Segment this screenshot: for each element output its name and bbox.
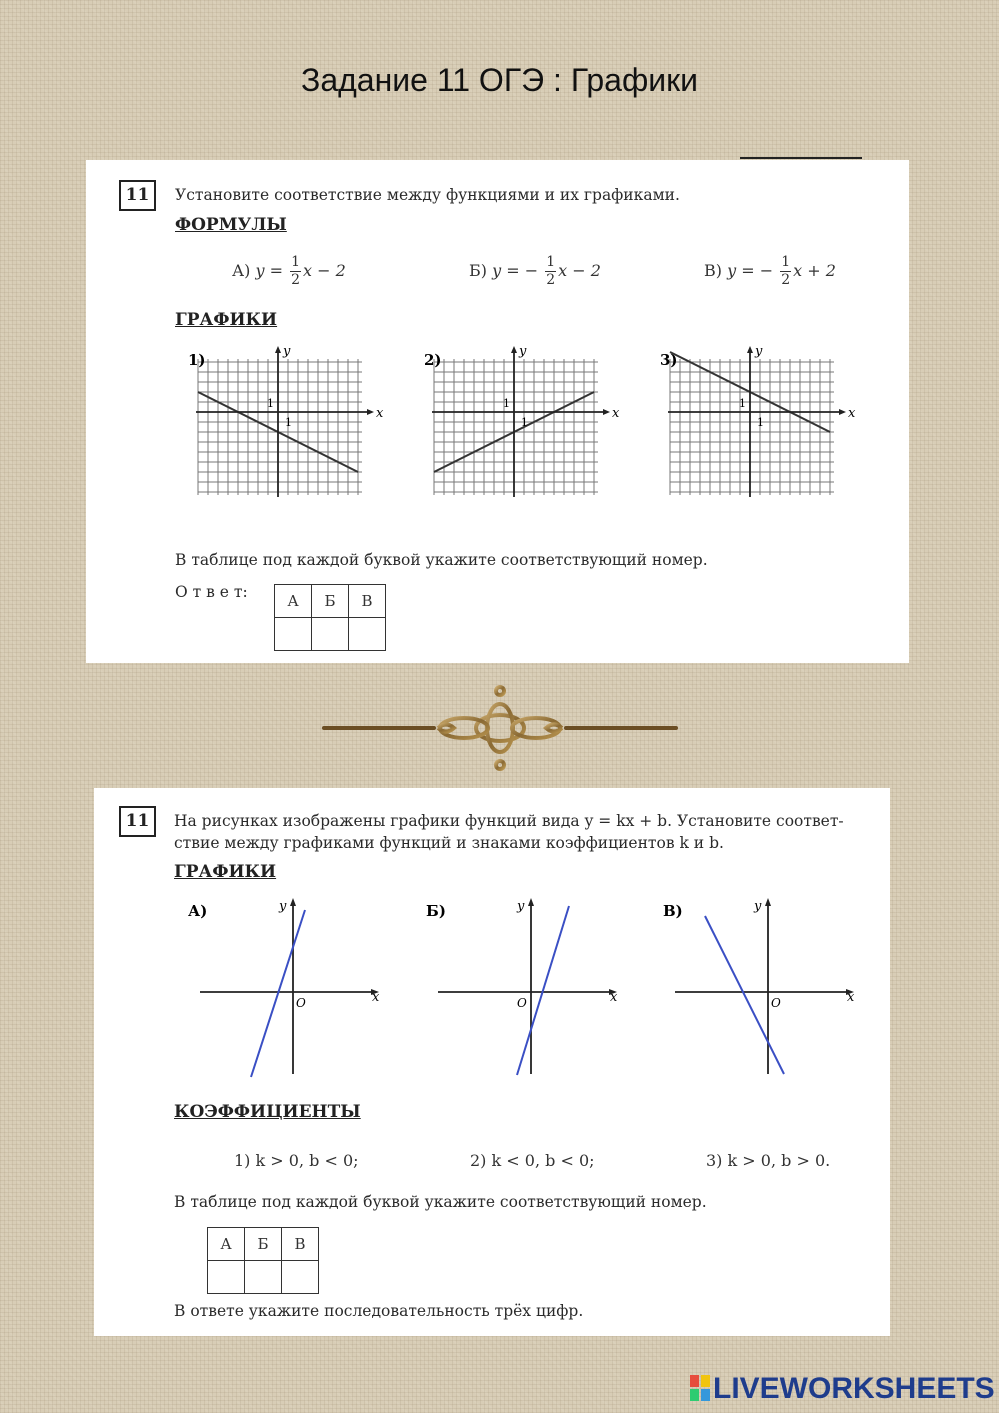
task-2-panel [94, 788, 890, 1336]
liveworksheets-logo [690, 1372, 995, 1406]
origin-label: O [517, 996, 527, 1010]
y-axis-label: y [519, 345, 527, 359]
coefficient-1: 1) k > 0, b < 0; [234, 1151, 359, 1170]
formulas-heading: ФОРМУЛЫ [175, 215, 287, 235]
formula-c: В) y = − $\frac{1}{2}$ x + 2 [704, 254, 836, 288]
x-arrow [603, 409, 610, 415]
coefficient-3: 3) k > 0, b > 0. [706, 1151, 831, 1170]
x-axis-label: x [376, 406, 384, 421]
table-instruction: В таблице под каждой буквой укажите соответствующий номер. [174, 1193, 707, 1211]
x-axis-label: x [847, 990, 855, 1005]
answer-cell-a[interactable] [275, 618, 312, 651]
graph-label: В) [663, 902, 683, 920]
function-line [705, 916, 784, 1074]
line-graph-c [661, 896, 861, 1081]
y-axis-label: y [279, 899, 287, 914]
function-line [251, 910, 305, 1077]
grid-graph-3 [658, 345, 868, 525]
unit-label-y: 1 [739, 397, 746, 410]
unit-label-x: 1 [757, 416, 764, 429]
answer-cell-b[interactable] [245, 1261, 282, 1294]
answer-header-b: Б [312, 585, 349, 618]
line-graph-b [424, 896, 624, 1081]
page-title: Задание 11 ОГЭ : Графики [300, 62, 699, 98]
table-instruction: В таблице под каждой буквой укажите соответствующий номер. [175, 551, 708, 569]
grid-graph-1 [186, 345, 396, 525]
y-axis-label: y [754, 899, 762, 914]
task-instruction-line-1: На рисунках изображены графики функций вида y = kx + b. Установите соответ- [174, 812, 844, 830]
coefficient-2: 2) k < 0, b < 0; [470, 1151, 595, 1170]
grid-graph-2 [422, 345, 632, 525]
graph-label: 2) [424, 351, 442, 369]
x-axis-label: x [610, 990, 618, 1005]
graph-label: 1) [188, 351, 206, 369]
y-axis-label: y [755, 345, 763, 359]
x-arrow [839, 409, 846, 415]
y-arrow [765, 898, 771, 906]
x-axis-label: x [372, 990, 380, 1005]
x-axis-label: x [848, 406, 856, 421]
unit-label-y: 1 [267, 397, 274, 410]
origin-label: O [296, 996, 306, 1010]
graph-label: А) [188, 902, 208, 920]
task-instruction-line-2: ствие между графиками функций и знаками коэффициентов k и b. [174, 834, 724, 852]
formula-b: Б) y = − $\frac{1}{2}$ x − 2 [469, 254, 601, 288]
task-number: 11 [119, 180, 156, 211]
y-axis-label: y [517, 899, 525, 914]
y-arrow [290, 898, 296, 906]
x-axis-label: x [612, 406, 620, 421]
answer-header-c: В [349, 585, 386, 618]
graphs-heading: ГРАФИКИ [174, 862, 277, 882]
graph-label: 3) [660, 351, 678, 369]
task-number: 11 [119, 806, 156, 837]
x-arrow [367, 409, 374, 415]
answer-header-c: В [282, 1228, 319, 1261]
unit-label-x: 1 [521, 416, 528, 429]
line-graph-a [186, 896, 386, 1081]
liveworksheets-logo-icon [690, 1375, 710, 1401]
origin-label: O [771, 996, 781, 1010]
answer-table [274, 584, 386, 651]
graph-label: Б) [426, 902, 446, 920]
footer-instruction: В ответе укажите последовательность трёх цифр. [174, 1302, 584, 1320]
answer-cell-c[interactable] [349, 618, 386, 651]
formula-a: А) y = $\frac{1}{2}$ x − 2 [232, 254, 346, 288]
answer-table [207, 1227, 319, 1294]
coefficients-heading: КОЭФФИЦИЕНТЫ [174, 1102, 361, 1122]
answer-cell-a[interactable] [208, 1261, 245, 1294]
function-line [517, 906, 569, 1075]
answer-cell-b[interactable] [312, 618, 349, 651]
unit-label-y: 1 [503, 397, 510, 410]
y-arrow [511, 346, 517, 353]
task-1-panel [86, 160, 909, 663]
watermark-text: LIVEWORKSHEETS [713, 1372, 995, 1405]
top-divider [740, 157, 862, 159]
answer-label: О т в е т: [175, 583, 248, 601]
graphs-heading: ГРАФИКИ [175, 310, 278, 330]
answer-cell-c[interactable] [282, 1261, 319, 1294]
y-arrow [747, 346, 753, 353]
y-arrow [528, 898, 534, 906]
answer-header-a: А [275, 585, 312, 618]
y-axis-label: y [283, 345, 291, 359]
unit-label-x: 1 [285, 416, 292, 429]
answer-header-a: А [208, 1228, 245, 1261]
y-arrow [275, 346, 281, 353]
task-instruction: Установите соответствие между функциями и их графиками. [175, 186, 680, 204]
ornament-divider [322, 685, 678, 771]
answer-header-b: Б [245, 1228, 282, 1261]
